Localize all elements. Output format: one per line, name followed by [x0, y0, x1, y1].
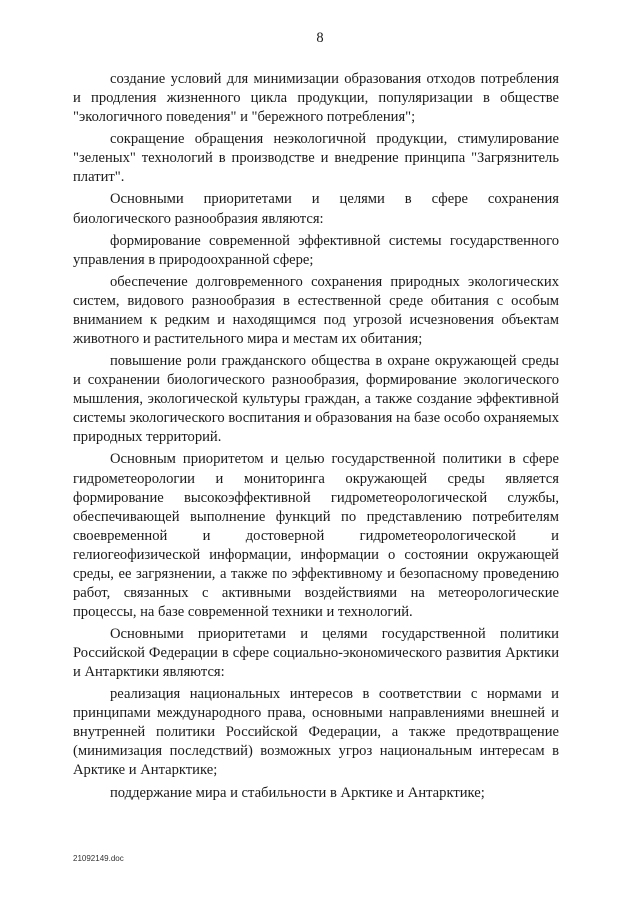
paragraph: поддержание мира и стабильности в Арктике и Антарктике;: [110, 784, 485, 801]
paragraph: Основными приоритетами и целями в сфере сохранения биологического разнообразия являются:: [73, 191, 559, 227]
paragraph: формирование современной эффективной системы государственного управления в природоохранной сфере;: [73, 232, 559, 268]
paragraph: сокращение обращения неэкологичной продукции, стимулирование "зеленых" технологий в производстве и внедрение принципа "Загрязнитель платит".: [73, 131, 559, 186]
page-number: 8: [316, 30, 324, 46]
paragraph: обеспечение долговременного сохранения природных экологических систем, видового разнообразия в естественной среде обитания с особым вниманием к редким и находящимся под угрозой исчезновения объектам животного и растительного мира и местам их обитания;: [73, 273, 559, 347]
paragraph: Основными приоритетами и целями государственной политики Российской Федерации в сфере социально-экономического развития Арктики и Антарктики являются:: [73, 625, 559, 681]
document-file-code: 21092149.doc: [73, 854, 124, 863]
paragraph: Основным приоритетом и целью государственной политики в сфере гидрометеорологии и мониторинга окружающей среды является формирование высокоэффективной гидрометеорологической службы, обеспечивающей выполнение функций по представлению потребителям своевременной и достоверной гидрометеорологической и гелиогеофизической информации, информации о состоянии окружающей среды, ее загрязнении, а также по эффективному и безопасному проведению работ, связанных с активными воздействиями на метеорологические процессы, на базе современной техники и технологий.: [73, 451, 559, 620]
paragraph: создание условий для минимизации образования отходов потребления и продления жизненного цикла продукции, популяризации в обществе "экологичного поведения" и "бережного потребления";: [73, 71, 559, 126]
paragraph: повышение роли гражданского общества в охране окружающей среды и сохранении биологического разнообразия, формирование экологического мышления, экологической культуры граждан, а также создание эффективной системы экологического воспитания и образования на базе особо охраняемых природных территорий.: [73, 353, 559, 446]
paragraph: реализация национальных интересов в соответствии с нормами и принципами международного права, основными направлениями внешней и внутренней политики Российской Федерации, а также предотвращение (минимизация последствий) возможных угроз национальным интересам в Арктике и Антарктике;: [73, 686, 559, 779]
document-body: [73, 70, 559, 806]
